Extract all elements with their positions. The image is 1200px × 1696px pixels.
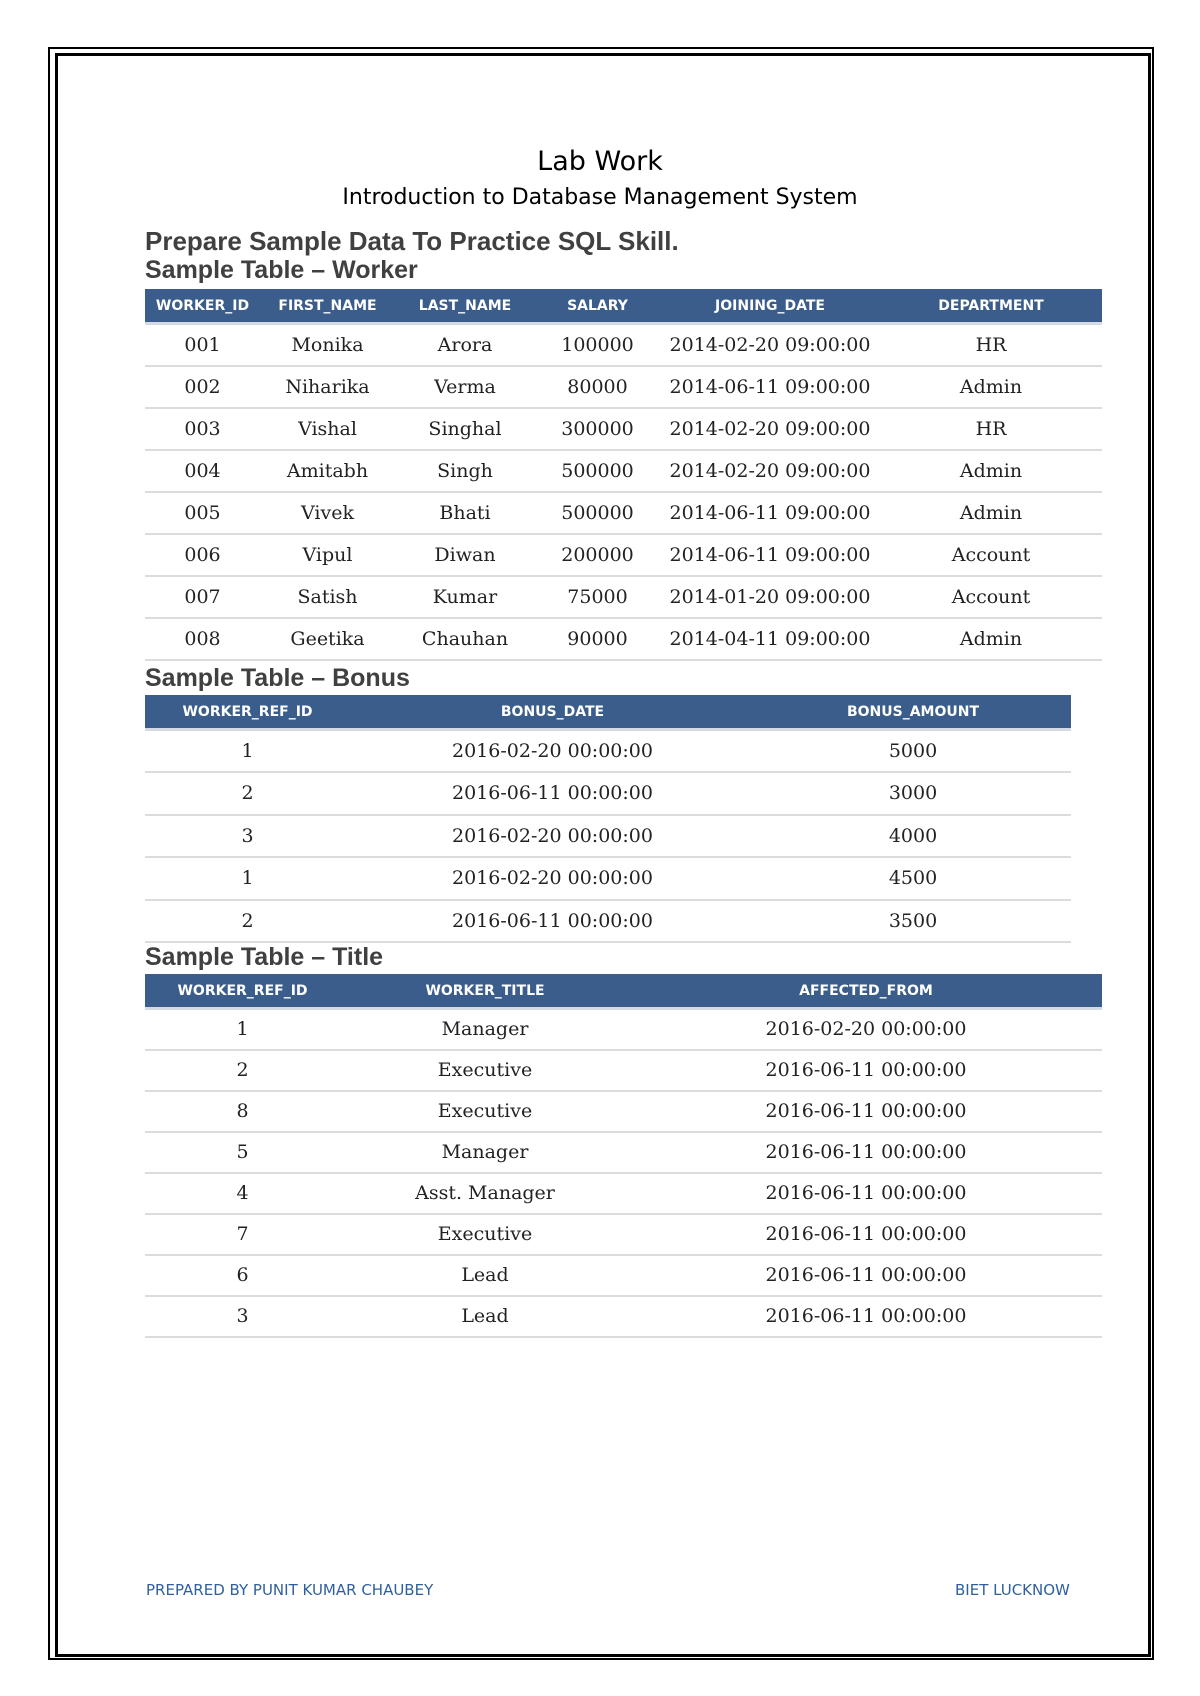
table-cell: 2 xyxy=(145,900,350,943)
table-cell: 2014-02-20 09:00:00 xyxy=(660,408,880,450)
table-cell: 2014-04-11 09:00:00 xyxy=(660,618,880,660)
table-cell: 3 xyxy=(145,1296,340,1337)
table-cell: Lead xyxy=(340,1296,630,1337)
table-cell: 001 xyxy=(145,324,260,366)
table-row xyxy=(145,450,1102,492)
table-row xyxy=(145,1009,1102,1050)
table-cell: 2016-06-11 00:00:00 xyxy=(630,1132,1102,1173)
table-cell: Verma xyxy=(395,366,535,408)
table-cell: HR xyxy=(880,408,1102,450)
table-cell: 2014-06-11 09:00:00 xyxy=(660,492,880,534)
table-row xyxy=(145,618,1102,660)
doc-title: Lab Work xyxy=(537,146,663,177)
table-cell: 004 xyxy=(145,450,260,492)
table-header-row xyxy=(145,974,1102,1009)
column-header: WORKER_TITLE xyxy=(340,974,630,1009)
table-cell: 2016-02-20 00:00:00 xyxy=(630,1009,1102,1050)
table-row xyxy=(145,366,1102,408)
table-cell: 4 xyxy=(145,1173,340,1214)
table-cell: 80000 xyxy=(535,366,660,408)
table-cell: 008 xyxy=(145,618,260,660)
table-cell: Account xyxy=(880,576,1102,618)
table-cell: 2014-02-20 09:00:00 xyxy=(660,450,880,492)
table-cell: 2014-01-20 09:00:00 xyxy=(660,576,880,618)
table-cell: 3500 xyxy=(755,900,1071,943)
column-header: WORKER_ID xyxy=(145,289,260,324)
table-header-row xyxy=(145,289,1102,324)
table-row xyxy=(145,408,1102,450)
main-heading: Prepare Sample Data To Practice SQL Skill. xyxy=(145,226,679,256)
worker-table xyxy=(145,289,1102,661)
table-cell: 1 xyxy=(145,1009,340,1050)
column-header: JOINING_DATE xyxy=(660,289,880,324)
footer-institution: BIET LUCKNOW xyxy=(955,1581,1070,1599)
table-cell: 2014-06-11 09:00:00 xyxy=(660,534,880,576)
table-cell: Niharika xyxy=(260,366,395,408)
table-cell: 300000 xyxy=(535,408,660,450)
table-row xyxy=(145,857,1071,900)
table-cell: Diwan xyxy=(395,534,535,576)
table-cell: Executive xyxy=(340,1091,630,1132)
table-cell: 5000 xyxy=(755,730,1071,773)
table-row xyxy=(145,492,1102,534)
column-header: FIRST_NAME xyxy=(260,289,395,324)
table-cell: 2016-06-11 00:00:00 xyxy=(630,1296,1102,1337)
table-cell: Manager xyxy=(340,1009,630,1050)
table-cell: Admin xyxy=(880,366,1102,408)
table-cell: Lead xyxy=(340,1255,630,1296)
table-header-row xyxy=(145,695,1071,730)
table-cell: 005 xyxy=(145,492,260,534)
table-cell: 2016-02-20 00:00:00 xyxy=(350,857,755,900)
table-cell: 4500 xyxy=(755,857,1071,900)
table-row xyxy=(145,1173,1102,1214)
bonus-table-heading: Sample Table – Bonus xyxy=(145,664,410,692)
table-cell: 2014-06-11 09:00:00 xyxy=(660,366,880,408)
table-cell: Admin xyxy=(880,492,1102,534)
column-header: SALARY xyxy=(535,289,660,324)
table-row xyxy=(145,1091,1102,1132)
table-cell: 2016-02-20 00:00:00 xyxy=(350,815,755,858)
table-cell: 002 xyxy=(145,366,260,408)
title-table-heading: Sample Table – Title xyxy=(145,943,384,971)
table-cell: 2016-06-11 00:00:00 xyxy=(630,1255,1102,1296)
table-cell: 75000 xyxy=(535,576,660,618)
table-cell: 4000 xyxy=(755,815,1071,858)
bonus-table xyxy=(145,695,1071,943)
column-header: BONUS_AMOUNT xyxy=(755,695,1071,730)
table-cell: Vishal xyxy=(260,408,395,450)
table-cell: HR xyxy=(880,324,1102,366)
footer-prepared-by: PREPARED BY PUNIT KUMAR CHAUBEY xyxy=(146,1581,434,1599)
table-cell: 003 xyxy=(145,408,260,450)
table-cell: Singh xyxy=(395,450,535,492)
table-row xyxy=(145,900,1071,943)
table-cell: 2016-06-11 00:00:00 xyxy=(350,900,755,943)
table-cell: 500000 xyxy=(535,450,660,492)
table-cell: Bhati xyxy=(395,492,535,534)
table-cell: 006 xyxy=(145,534,260,576)
table-cell: Arora xyxy=(395,324,535,366)
table-row xyxy=(145,1214,1102,1255)
table-row xyxy=(145,772,1071,815)
table-cell: 5 xyxy=(145,1132,340,1173)
column-header: LAST_NAME xyxy=(395,289,535,324)
table-row xyxy=(145,576,1102,618)
table-cell: 7 xyxy=(145,1214,340,1255)
table-cell: Admin xyxy=(880,450,1102,492)
table-cell: 8 xyxy=(145,1091,340,1132)
table-cell: Executive xyxy=(340,1214,630,1255)
table-cell: 1 xyxy=(145,857,350,900)
table-cell: 2016-06-11 00:00:00 xyxy=(630,1050,1102,1091)
table-cell: 2016-02-20 00:00:00 xyxy=(350,730,755,773)
table-cell: 1 xyxy=(145,730,350,773)
table-row xyxy=(145,1132,1102,1173)
table-cell: Admin xyxy=(880,618,1102,660)
table-cell: Asst. Manager xyxy=(340,1173,630,1214)
table-row xyxy=(145,1050,1102,1091)
table-cell: Account xyxy=(880,534,1102,576)
table-cell: Kumar xyxy=(395,576,535,618)
table-cell: 2016-06-11 00:00:00 xyxy=(350,772,755,815)
table-cell: Amitabh xyxy=(260,450,395,492)
column-header: DEPARTMENT xyxy=(880,289,1102,324)
table-cell: Chauhan xyxy=(395,618,535,660)
column-header: BONUS_DATE xyxy=(350,695,755,730)
table-cell: 2016-06-11 00:00:00 xyxy=(630,1091,1102,1132)
table-row xyxy=(145,1296,1102,1337)
table-row xyxy=(145,324,1102,366)
worker-table-heading: Sample Table – Worker xyxy=(145,256,418,284)
table-cell: Monika xyxy=(260,324,395,366)
table-row xyxy=(145,1255,1102,1296)
column-header: AFFECTED_FROM xyxy=(630,974,1102,1009)
table-cell: 2 xyxy=(145,1050,340,1091)
table-cell: 90000 xyxy=(535,618,660,660)
table-cell: 3000 xyxy=(755,772,1071,815)
table-cell: Vivek xyxy=(260,492,395,534)
table-cell: Executive xyxy=(340,1050,630,1091)
table-row xyxy=(145,730,1071,773)
table-cell: 2016-06-11 00:00:00 xyxy=(630,1173,1102,1214)
table-cell: 500000 xyxy=(535,492,660,534)
table-row xyxy=(145,815,1071,858)
table-cell: 2014-02-20 09:00:00 xyxy=(660,324,880,366)
table-row xyxy=(145,534,1102,576)
table-cell: Satish xyxy=(260,576,395,618)
column-header: WORKER_REF_ID xyxy=(145,695,350,730)
doc-subtitle: Introduction to Database Management System xyxy=(342,185,858,210)
table-cell: 6 xyxy=(145,1255,340,1296)
table-cell: Singhal xyxy=(395,408,535,450)
table-cell: 200000 xyxy=(535,534,660,576)
table-cell: Geetika xyxy=(260,618,395,660)
table-cell: 007 xyxy=(145,576,260,618)
table-cell: 3 xyxy=(145,815,350,858)
table-cell: 2016-06-11 00:00:00 xyxy=(630,1214,1102,1255)
table-cell: 2 xyxy=(145,772,350,815)
table-cell: Vipul xyxy=(260,534,395,576)
table-cell: Manager xyxy=(340,1132,630,1173)
table-cell: 100000 xyxy=(535,324,660,366)
column-header: WORKER_REF_ID xyxy=(145,974,340,1009)
title-table xyxy=(145,974,1102,1338)
